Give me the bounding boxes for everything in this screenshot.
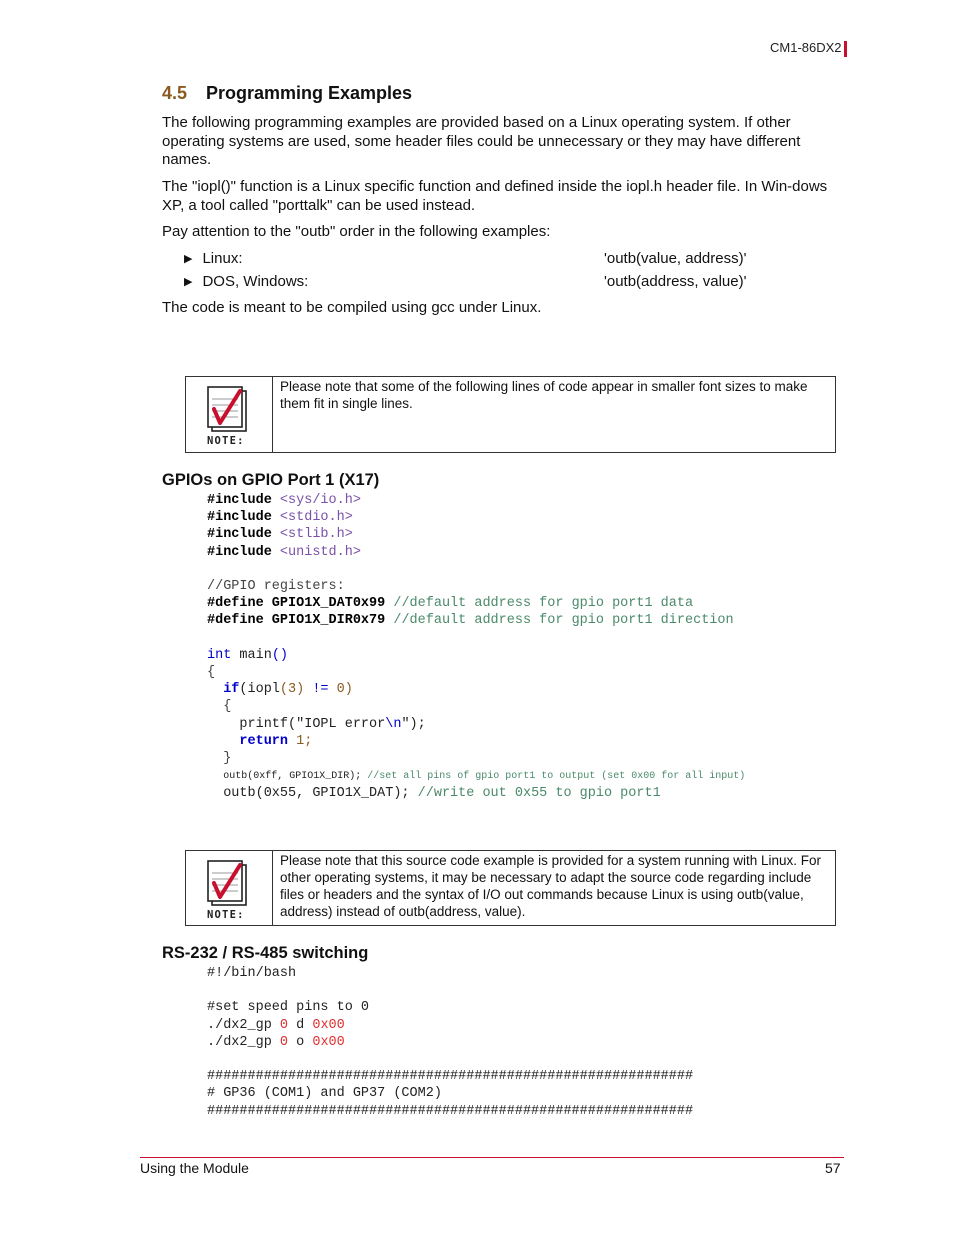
header-accent-bar	[844, 41, 847, 57]
bullet-arrow-icon: ▶	[184, 253, 193, 265]
page-number: 57	[825, 1160, 841, 1176]
note-checkmark-icon	[206, 383, 252, 447]
gpio-code-block	[207, 492, 745, 803]
document-model-header: CM1-86DX2	[770, 40, 842, 55]
code-token: ("IOPL error	[288, 716, 386, 732]
code-token: \n	[385, 716, 402, 732]
code-token: #!/bin/bash	[207, 966, 297, 981]
section-title	[162, 83, 412, 104]
code-small-line	[223, 771, 745, 782]
rs-section-title: RS-232 / RS-485 switching	[162, 944, 369, 962]
code-comment: //set all pins of gpio port1 to output (set 0x00 for all input)	[361, 771, 746, 783]
code-token: #include	[207, 527, 272, 543]
code-token: !=	[304, 682, 337, 698]
code-token: outb	[223, 786, 256, 802]
code-token: #define GPIO1X_DAT0x99	[207, 596, 386, 612]
code-token: int	[207, 647, 232, 663]
code-token: {	[207, 665, 216, 681]
code-token: #include	[207, 510, 272, 526]
code-comment: //write out 0x55 to gpio port1	[409, 786, 661, 802]
code-token: (3)	[279, 682, 305, 698]
code-token: ./dx2_gp	[207, 1017, 280, 1033]
code-token: outb(0xff, GPIO1X_DIR);	[223, 771, 362, 783]
code-token: }	[223, 751, 232, 767]
note-box	[185, 850, 836, 926]
outb-order-paragraph: Pay attention to the "outb" order in the following examples:	[162, 223, 551, 240]
gpio-section-title: GPIOs on GPIO Port 1 (X17)	[162, 471, 380, 489]
code-comment: ############################################################	[207, 1069, 694, 1085]
bullet-linux-value: 'outb(value, address)'	[604, 250, 747, 267]
bullet-label: Linux:	[202, 250, 243, 267]
code-token: printf	[239, 716, 289, 732]
code-token: d	[288, 1017, 313, 1033]
code-token: if	[223, 682, 240, 698]
section-title-text: Programming Examples	[206, 83, 413, 103]
note-checkmark-icon	[206, 857, 252, 921]
code-comment: //default address for gpio port1 data	[393, 596, 694, 612]
note-icon-cell	[186, 377, 273, 452]
code-token: ./dx2_gp	[207, 1034, 280, 1050]
code-token: 0x00	[312, 1034, 345, 1050]
code-token: <sys/io.h>	[279, 493, 361, 508]
footer-chapter: Using the Module	[140, 1160, 249, 1176]
code-token: (iopl	[239, 682, 280, 698]
code-token: <stlib.h>	[279, 527, 353, 543]
bullet-linux	[184, 250, 243, 269]
note-text: Please note that this source code example is provided for a system running with Linux. For other operating systems, it may be necessary to adapt the source code regarding include files or headers and the syntax of I/O out commands because Linux is using outb(value, address) instead of outb(address, value).	[280, 853, 822, 919]
compile-paragraph: The code is meant to be compiled using gcc under Linux.	[162, 299, 542, 316]
code-token: ()	[271, 647, 289, 663]
note-icon-cell	[186, 851, 273, 925]
code-token: #define GPIO1X_DIR0x79	[207, 613, 386, 629]
code-token: 0x00	[312, 1017, 345, 1033]
rs-code-block	[207, 965, 693, 1120]
code-comment: # GP36 (COM1) and GP37 (COM2)	[207, 1086, 442, 1102]
code-token: ");	[401, 716, 426, 732]
svg-text:NOTE:: NOTE:	[207, 435, 245, 447]
svg-text:NOTE:: NOTE:	[207, 909, 245, 921]
bullet-dos-windows-value: 'outb(address, value)'	[604, 273, 747, 290]
code-comment: ############################################################	[207, 1103, 694, 1119]
code-token: {	[223, 699, 232, 715]
code-token: (0x55, GPIO1X_DAT);	[255, 786, 410, 802]
code-token: 0)	[336, 682, 353, 698]
bullet-label: DOS, Windows:	[202, 273, 309, 290]
note-box	[185, 376, 836, 453]
footer-divider	[140, 1157, 844, 1158]
code-token: <stdio.h>	[279, 510, 353, 526]
code-comment: //default address for gpio port1 direction	[393, 613, 734, 629]
code-token: main	[231, 647, 272, 663]
code-token: <unistd.h>	[279, 544, 361, 560]
code-token: o	[288, 1034, 313, 1050]
section-number: 4.5	[162, 83, 188, 103]
code-token: 1;	[288, 733, 313, 749]
bullet-arrow-icon: ▶	[184, 276, 193, 288]
code-token: #include	[207, 493, 272, 508]
code-token: 0	[279, 1034, 289, 1050]
note-text: Please note that some of the following lines of code appear in smaller font sizes to make them fit in single lines.	[280, 379, 808, 411]
iopl-paragraph: The "iopl()" function is a Linux specific function and defined inside the iopl.h header file. In Win-dows XP, a tool called "porttalk" can be used instead.	[162, 178, 828, 214]
code-comment: //GPIO registers:	[207, 579, 345, 595]
code-comment: #set speed pins to 0	[207, 1000, 370, 1016]
code-token: #include	[207, 544, 272, 560]
intro-paragraph: The following programming examples are provided based on a Linux operating system. If other operating systems are used, some header files could be unnecessary or they may have different names.	[162, 114, 801, 168]
code-token: 0	[279, 1017, 289, 1033]
bullet-dos-windows	[184, 273, 308, 292]
code-token: return	[239, 733, 289, 749]
